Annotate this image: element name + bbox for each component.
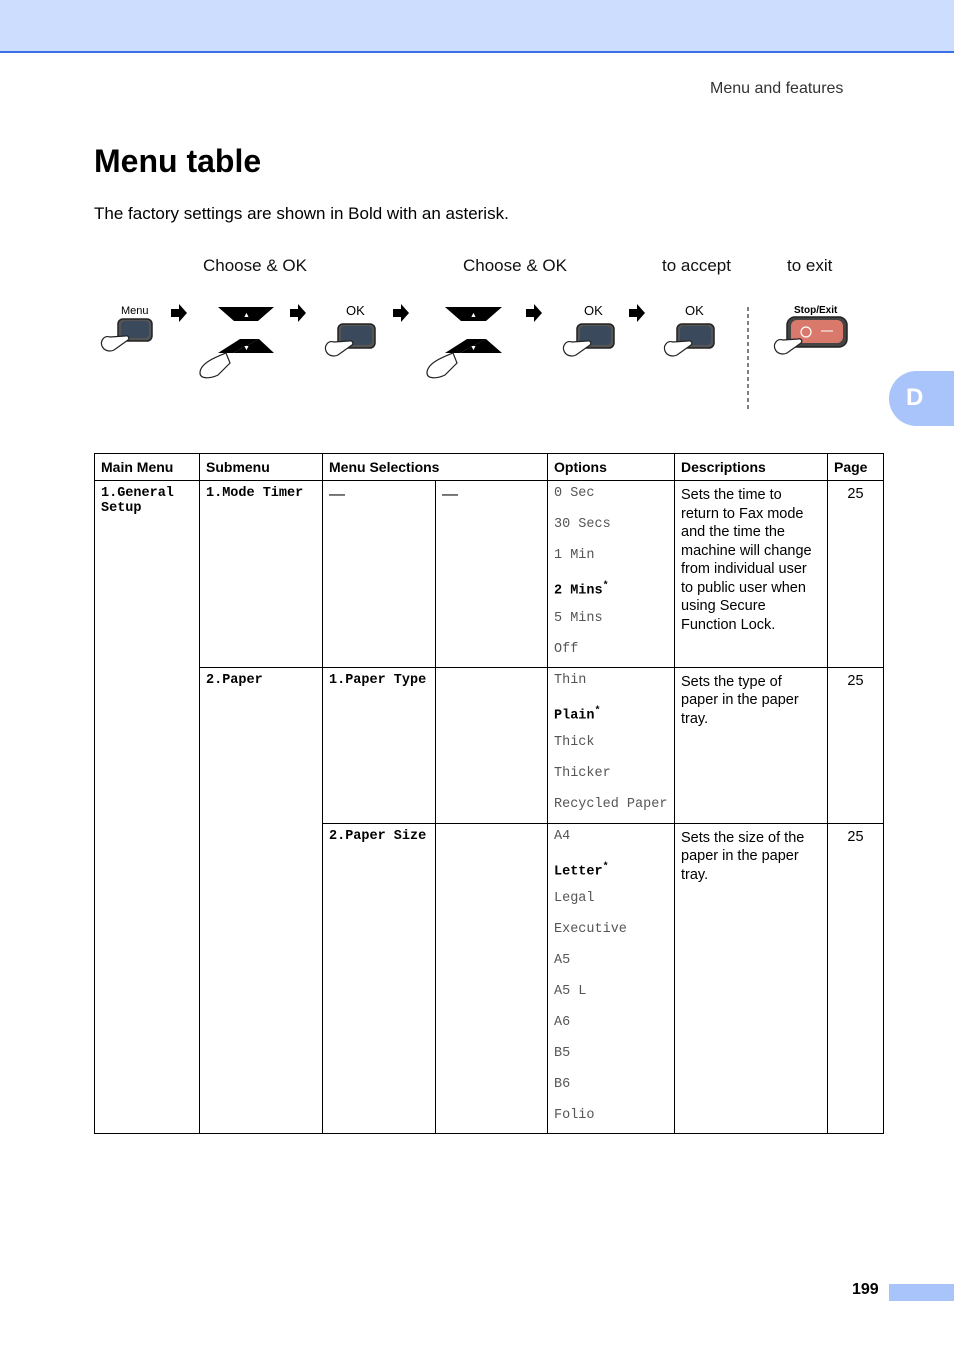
up-down-keys-icon-2 (427, 307, 502, 378)
selection-cell (436, 823, 548, 1134)
col-header-descriptions: Descriptions (675, 454, 828, 481)
option-item: Thin (554, 672, 587, 688)
ok-key-label-2: OK (584, 303, 603, 318)
table-header-row (95, 454, 884, 481)
option-item: 1 Min (554, 548, 595, 563)
ok-key-icon-3 (664, 324, 714, 356)
options-cell (548, 481, 675, 668)
description-cell: Sets the size of the paper in the paper tray. (675, 823, 828, 1134)
submenu-cell: 2.Paper (200, 667, 323, 1134)
svg-text:▲: ▲ (243, 312, 250, 319)
menu-key-label: Menu (121, 305, 149, 317)
option-item: 5 Mins (554, 610, 603, 626)
option-item: B6 (554, 1077, 571, 1092)
page-cell: 25 (828, 667, 884, 823)
option-item: A5 L (554, 984, 587, 999)
option-item: Letter* (554, 861, 609, 879)
option-item: Recycled Paper (554, 797, 668, 812)
page-cell: 25 (828, 481, 884, 668)
chapter-tab-label: D (906, 384, 924, 411)
ok-key-icon-1 (325, 324, 375, 356)
svg-text:▼: ▼ (470, 345, 477, 352)
description-cell: Sets the time to return to Fax mode and the time the machine will change from individual user to public user when using Secure Function Lock. (675, 481, 828, 668)
option-item: A4 (554, 828, 571, 844)
table-row (95, 667, 884, 823)
ok-key-label-1: OK (346, 303, 365, 318)
menu-key-icon (101, 319, 152, 351)
option-item: 30 Secs (554, 517, 611, 532)
flow-label-choose-ok-1: Choose & OK (203, 256, 307, 275)
page-number: 199 (852, 1281, 879, 1298)
arrow-icon (290, 304, 306, 322)
svg-text:▲: ▲ (470, 312, 477, 319)
top-banner (0, 0, 954, 53)
option-item: Executive (554, 922, 627, 937)
svg-text:▼: ▼ (243, 345, 250, 352)
option-item: Folio (554, 1108, 595, 1123)
selection-cell: — (436, 481, 548, 668)
option-item: Thicker (554, 766, 611, 781)
stop-exit-key-label: Stop/Exit (794, 305, 838, 316)
running-header: Menu and features (710, 80, 844, 97)
col-header-submenu: Submenu (200, 454, 323, 481)
col-header-main-menu: Main Menu (95, 454, 200, 481)
ok-key-label-3: OK (685, 303, 704, 318)
selection-cell: — (323, 481, 436, 668)
description-cell: Sets the type of paper in the paper tray. (675, 667, 828, 823)
flow-label-to-exit: to exit (787, 256, 833, 275)
col-header-page: Page (828, 454, 884, 481)
flow-label-to-accept: to accept (662, 256, 731, 275)
option-item: B5 (554, 1046, 571, 1061)
up-down-keys-icon-1 (200, 307, 274, 378)
arrow-icon (171, 304, 187, 322)
option-item: Off (554, 641, 579, 657)
option-item: A6 (554, 1015, 571, 1030)
default-asterisk: * (594, 705, 601, 717)
selection-cell (436, 667, 548, 823)
default-asterisk: * (602, 861, 609, 873)
option-item: 2 Mins* (554, 581, 609, 599)
options-cell (548, 667, 675, 823)
option-item: Thick (554, 735, 595, 750)
table-row (95, 481, 884, 668)
col-header-options: Options (548, 454, 675, 481)
options-cell (548, 823, 675, 1134)
key-sequence-diagram (0, 295, 954, 415)
option-item: A5 (554, 953, 571, 968)
ok-key-icon-2 (563, 324, 614, 356)
menu-table (94, 453, 884, 1134)
flow-label-choose-ok-2: Choose & OK (463, 256, 567, 275)
default-asterisk: * (602, 581, 609, 592)
selection-cell: 2.Paper Size (323, 823, 436, 1134)
option-item: Plain* (554, 705, 601, 723)
intro-text: The factory settings are shown in Bold with an asterisk. (94, 204, 509, 223)
page-title: Menu table (94, 143, 262, 179)
option-item: 0 Sec (554, 486, 595, 501)
selection-cell: 1.Paper Type (323, 667, 436, 823)
arrow-icon (629, 304, 645, 322)
page-cell: 25 (828, 823, 884, 1134)
page-number-bar (889, 1284, 954, 1301)
option-item: Legal (554, 891, 595, 906)
stop-exit-key-icon (774, 317, 847, 354)
arrow-icon (526, 304, 542, 322)
col-header-menu-selections: Menu Selections (323, 454, 548, 481)
submenu-cell: 1.Mode Timer (200, 481, 323, 668)
arrow-icon (393, 304, 409, 322)
main-menu-cell: 1.General Setup (95, 481, 200, 1134)
